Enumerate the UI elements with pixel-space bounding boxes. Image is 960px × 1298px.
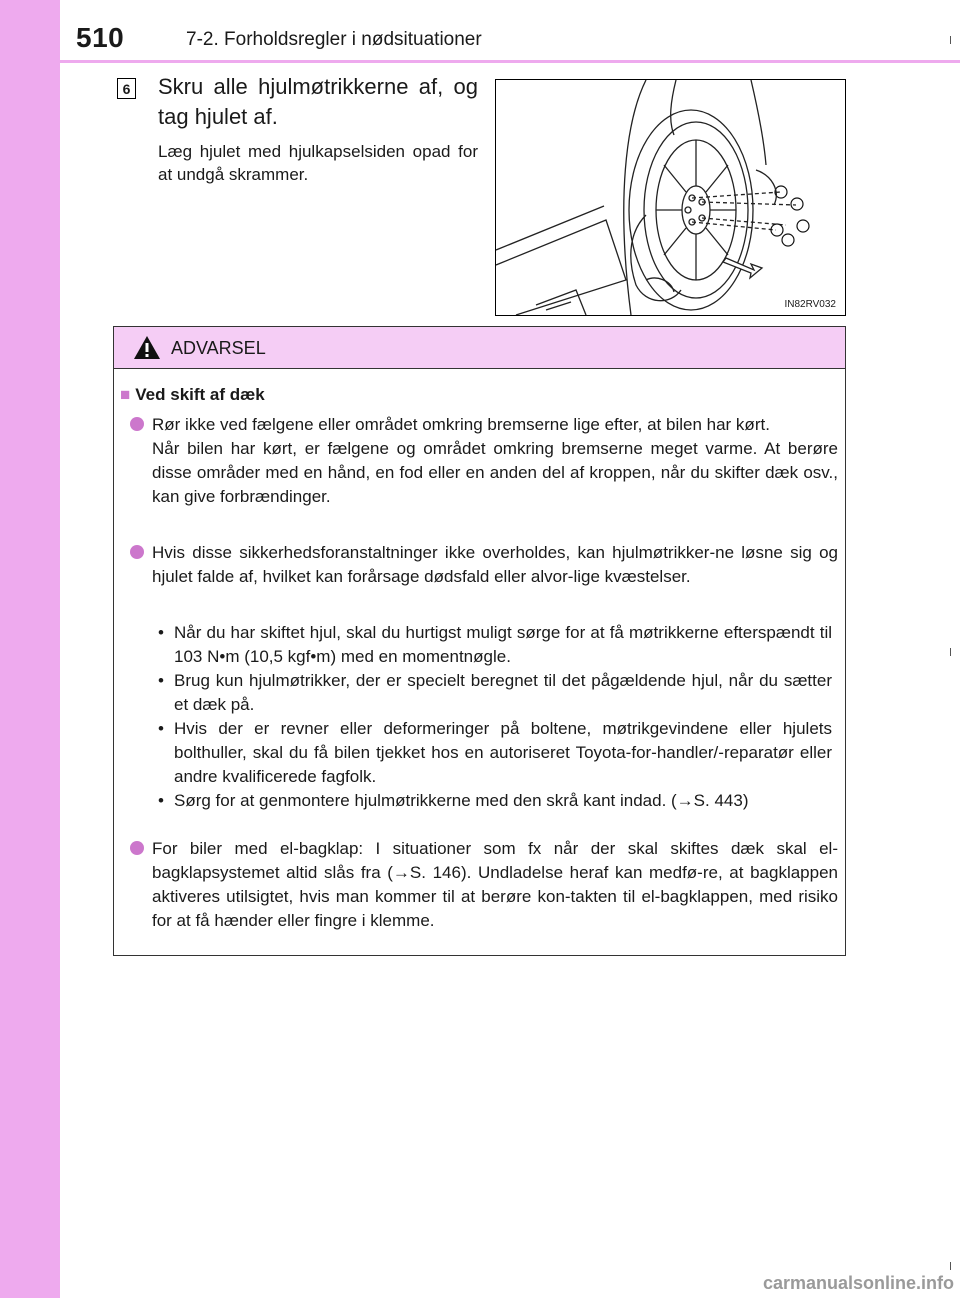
warning-box [113, 326, 846, 956]
warning-subheading-text: Ved skift af dæk [135, 385, 265, 404]
crop-mark [950, 1262, 951, 1270]
warning-subheading [120, 385, 265, 405]
wheel-removal-illustration [495, 79, 846, 316]
warning-item-text: Hvis disse sikkerhedsforanstaltninger ikke overholdes, kan hjulmøtrikker-ne løsne sig og hjulet falde af, hvilket kan forårsage dødsfald eller alvor-lige kvæstelser. [152, 543, 838, 586]
round-bullet-icon [130, 417, 144, 431]
sublist-item: • Når du har skiftet hjul, skal du hurtigst muligt sørge for at få møtrikkerne efterspændt til 103 N•m (10,5 kgf•m) med en momentnøgle. [158, 623, 832, 666]
sublist-item: • Sørg for at genmontere hjulmøtrikkerne med den skrå kant indad. (→S. 443) [158, 791, 749, 810]
sublist-item: • Brug kun hjulmøtrikker, der er specielt beregnet til det pågældende hjul, når du sætter et dæk på. [158, 671, 832, 714]
warning-item-line: Når bilen har kørt, er fælgene og området omkring bremserne meget varme. At berøre disse områder med en hånd, en fod eller en anden del af kroppen, når du skifter dæk osv., kan give forbrændinger. [152, 439, 838, 506]
warning-item [130, 837, 838, 933]
square-bullet-icon: ■ [120, 385, 131, 404]
wheel-drawing [496, 80, 845, 315]
crop-mark [950, 648, 951, 656]
chapter-sidebar [0, 0, 60, 1298]
warning-triangle-icon [133, 335, 161, 360]
watermark: carmanualsonline.info [762, 1273, 954, 1293]
warning-item [130, 541, 838, 589]
page-number: 510 [76, 22, 125, 53]
figure-code: IN82RV032 [784, 299, 836, 310]
warning-item-text: For biler med el-bagklap: I situationer som fx når der skal skiftes dæk skal el-bagklapsystemet altid slås fra (→S. 146). Undladelse heraf kan medfø-re, at bagklappen aktiveres utilsigtet, hvis man kommer til at berøre kon-takten til el-bagklappen, med risiko for at få hænder eller fingre i klemme. [152, 839, 838, 930]
step-note: Læg hjulet med hjulkapselsiden opad for at undgå skrammer. [158, 142, 478, 184]
round-bullet-icon [130, 545, 144, 559]
warning-header [114, 327, 845, 369]
header-rule [60, 60, 960, 63]
section-title: 7-2. Forholdsregler i nødsituationer [186, 29, 482, 50]
warning-item-line: Rør ikke ved fælgene eller området omkring bremserne lige efter, at bilen har kørt. [152, 415, 770, 434]
warning-item [130, 413, 838, 509]
warning-title: ADVARSEL [171, 338, 266, 358]
sublist-item: • Hvis der er revner eller deformeringer på boltene, møtrikgevindene eller hjulets bolthuller, skal du få bilen tjekket hos en autoriseret Toyota-for-handler/-reparatør eller andre kvalificerede fagfolk. [158, 719, 832, 786]
round-bullet-icon [130, 841, 144, 855]
crop-mark [950, 36, 951, 44]
step-instruction: Skru alle hjulmøtrikkerne af, og tag hjulet af. [158, 74, 478, 129]
warning-sublist [152, 621, 832, 813]
step-number-badge: 6 [117, 78, 136, 99]
